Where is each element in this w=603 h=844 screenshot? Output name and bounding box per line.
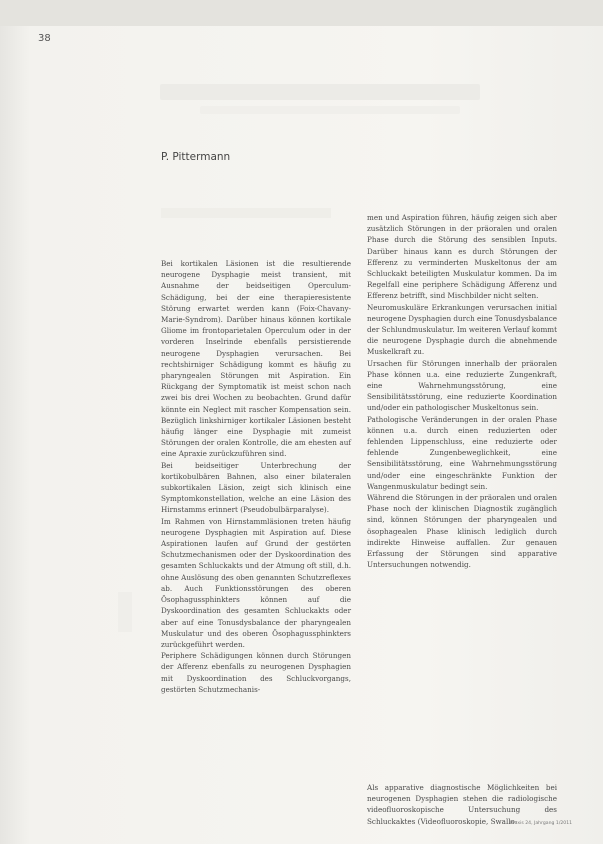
page-number: 38 bbox=[38, 33, 51, 44]
faded-heading-bar bbox=[161, 208, 331, 218]
paragraph: Während die Störungen in der präoralen und oralen Phase noch der klinischen Diagnostik zugänglich sind, können Störungen der pharyngealen und ösophagealen Phase klinisch lediglich durch indirekte Hinweise auffallen. Zur genauen Erfassung der Störungen sind apparative Untersuchungen notwendig. bbox=[367, 493, 557, 570]
paragraph: Im Rahmen von Hirnstammläsionen treten häufig neurogene Dysphagien mit Aspiration auf. Diese Aspirationen laufen auf Grund der gestörten Schutzmechanismen oder der Dyskoordination des gesamten Schluckakts und der Atmung oft still, d.h. ohne Auslösung des oben genannten Schutzreflexes ab. Auch Funktionsstörungen des oberen Ösophagussphinkters können auf die Dyskoordination des gesamten Schluckakts oder aber auf eine Tonusdysbalance der pharyngealen Muskulatur und des oberen Ösophagussphinkters zurückgeführt werden. bbox=[161, 516, 351, 649]
faded-title-bar bbox=[160, 84, 480, 100]
paragraph: men und Aspiration führen, häufig zeigen sich aber zusätzlich Störungen in der präoralen und oralen Phase durch die Störung des sensiblen Inputs. Darüber hinaus kann es durch Störungen der Efferenz zu verminderten Muskeltonus der am Schluckakt beteiligten Muskulatur kommen. Da im Regelfall eine periphere Schädigung Afferenz und Efferenz betrifft, sind Mischbilder nicht selten. bbox=[367, 213, 557, 301]
faded-subtitle-bar bbox=[200, 106, 460, 114]
paragraph: Ursachen für Störungen innerhalb der präoralen Phase können u.a. eine reduzierte Zungenkraft, eine Wahrnehmungsstörung, eine Sensibilitätsstörung, eine reduzierte Koordination und/oder ein pathologischer Muskeltonus sein. bbox=[367, 358, 557, 413]
paragraph: Pathologische Veränderungen in der oralen Phase können u.a. durch einen reduzierten oder fehlenden Lippenschluss, eine reduzierte oder fehlende Zungenbeweglichkeit, eine Sensibilitätsstörung, eine Wahrnehmungsstörung und/oder eine eingeschränkte Funktion der Wangenmuskulatur bedingt sein. bbox=[367, 414, 557, 491]
left-column bbox=[161, 258, 351, 695]
paragraph: Bei beidseitiger Unterbrechung der kortikobulbären Bahnen, also einer bilateralen subkortikalen Läsion, zeigt sich klinisch eine Symptomkonstellation, welche an eine Läsion des Hirnstamms erinnert (Pseudobulbärparalyse). bbox=[161, 460, 351, 515]
top-band bbox=[0, 0, 603, 26]
paragraph: Bei kortikalen Läsionen ist die resultierende neurogene Dysphagie meist transient, mit Ausnahme der beidseitigen Operculum-Schädigung, bei der eine therapieresistente Störung erwartet werden kann (Foix-Chavany-Marie-Syndrom). Darüber hinaus können kortikale Gliome im frontoparietalen Operculum oder in der vorderen Inselrinde ebenfalls persistierende neurogene Dysphagien verursachen. Bei rechtshirniger Schädigung kommt es häufig zu pharyngealen Störungen mit Aspiration. Ein Rückgang der Symptomatik ist meist schon nach zwei bis drei Wochen zu beobachten. Grund dafür könnte ein Neglect mit rascher Kompensation sein. Bezüglich linkshirniger kortikaler Läsionen besteht häufig länger eine Dysphagie mit zumeist Störungen der oralen Kontrolle, die am ehesten auf eine Apraxie zurückzuführen sind. bbox=[161, 259, 351, 459]
paragraph: Als apparative diagnostische Möglichkeiten bei neurogenen Dysphagien stehen die radiologische videofluoroskopische Untersuchung des Schluckaktes (Videofluoroskopie, Swallo- bbox=[367, 783, 557, 826]
paragraph: Neuromuskuläre Erkrankungen verursachen initial neurogene Dysphagien durch eine Tonusdysbalance der Schlundmuskulatur. Im weiteren Verlauf kommt die neurogene Dysphagie durch die abnehmende Muskelkraft zu. bbox=[367, 302, 557, 357]
faded-margin-mark bbox=[118, 592, 132, 632]
author-name: P. Pittermann bbox=[161, 151, 231, 163]
paragraph: Periphere Schädigungen können durch Störungen der Afferenz ebenfalls zu neurogenen Dysphagien mit Dyskoordination des Schluckvorgangs, gestörten Schutzmechanis- bbox=[161, 651, 351, 694]
footer-citation: Praxis 24, Jahrgang 1/2011 bbox=[510, 821, 573, 826]
right-column bbox=[367, 212, 557, 571]
